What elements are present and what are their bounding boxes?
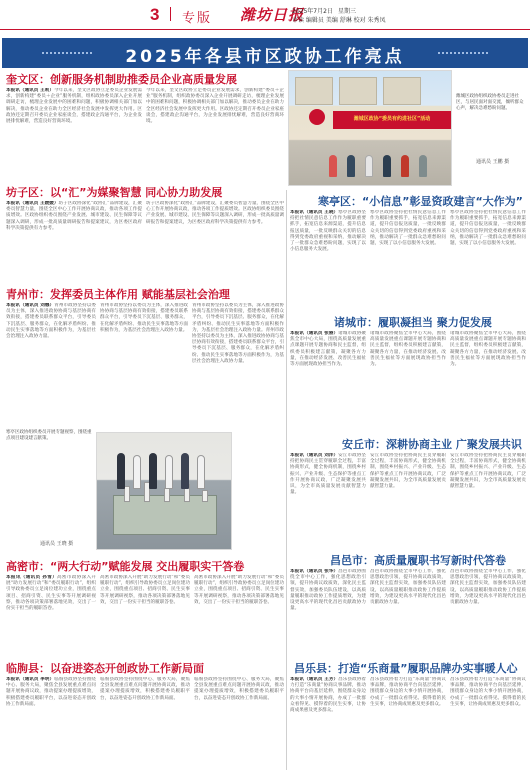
article-lead: 本报讯（通讯员 王媛媛） [6, 201, 59, 206]
article-text: 寒亭区政协坚持把社情民意信息工作作为履职重要抓手，拓宽信息来源渠道，提升信息报送质量，一批反映群众关切的信息得到党委政府重视和采纳，推动解决了一批群众急难愁盼问题，实现了以小信息服务大发展。 [290, 210, 366, 253]
article-text: 今年以来，奎文区政协立足委员企业发展需求，创新构建“委员＋企业”服务机制，组织政协委员深入企业开展调研走访，梳理企业发展中的困难和问题，积极协调相关部门加以解决，推动委员企业在助力全区经济社会发展中发挥更大作用。区政协还定期召开委员企业家座谈会，搭建政企沟通平台，为企业发展排忧解难，营造良好营商环境。 [6, 88, 142, 125]
model-building [202, 490, 208, 502]
article-body-kuiwen-2 [146, 88, 284, 178]
article-text: 坊子区政协深化“政协汇”品牌建设，汇聚委员智慧力量，围绕全区中心工作开展协商议政，推动各项工作提质增效。区政协组织委员围绕产业发展、城市建设、民生保障等议题深入调研，形成一批高质量调研报告和提案建议，为区委区政府科学决策提供有力参考。 [6, 201, 142, 231]
article-body-gaomi-2 [100, 575, 190, 655]
person-figure [149, 453, 157, 489]
article-body-zhucheng-3 [450, 331, 526, 429]
article-body-kuiwen-1 [6, 88, 142, 178]
article-text: 昌邑市政协围绕全市中心工作，强化思想政治引领，提升协商议政质效，深化民主监督实效，加强委员队伍建设，以高质量履职推动政协工作提质增效，为建设更高水平的现代化昌邑贡献政协力量。 [290, 569, 366, 612]
headline-zhucheng: 诸城市：履职凝担当 聚力促发展 [334, 316, 492, 329]
person-figure [329, 155, 337, 177]
article-lead: 本报讯（通讯员 张华） [290, 569, 339, 574]
article-text: 青州市政协坚持以委员为主体，深入推进政协协商与基层协商有效衔接，搭建委员联系群众平台，引导委员下沉基层、服务群众，在化解矛盾纠纷、推动民生实事落地等方面积极作为，为基层社会治理注入政协力量。 [100, 303, 188, 333]
person-figure [117, 453, 125, 489]
article-lead: 本报讯（通讯员 王芳） [290, 677, 339, 682]
person-figure [401, 155, 409, 177]
model-building [164, 488, 170, 502]
article-body-changyi-2 [370, 569, 446, 653]
headline-changyi: 昌邑市：高质量履职书写新时代答卷 [330, 554, 506, 567]
article-body-linqu-2 [100, 677, 190, 771]
headline-hanting: 寒亭区：“小信息”彰显资政建言“大作为” [318, 195, 523, 208]
article-text: 寒亭区政协坚持把社情民意信息工作作为履职重要抓手，拓宽信息来源渠道，提升信息报送质量，一批反映群众关切的信息得到党委政府重视和采纳，推动解决了一批群众急难愁盼问题，实现了以小信息服务大发展。 [450, 210, 526, 247]
article-text: 临朐县政协坚持围绕中心、服务大局，聚焦全县发展重点难点问题开展协商议政，推动提案办理提质增效，积极搭建委员履职平台，以奋进姿态开创政协工作新局面。 [6, 677, 96, 707]
article-body-anqiu-1 [290, 453, 366, 545]
article-lead: 本报讯（通讯员 孙雪） [6, 575, 58, 580]
photo-caption-middle: 寒亭区政协组织委员开展专题视察，围绕重点项目建设建言献策。 [6, 430, 92, 442]
event-banner-text: 潍城区政协“委员有约进社区”活动 [353, 116, 431, 122]
article-body-zhucheng-1 [290, 331, 366, 429]
article-body-gaomi-1 [6, 575, 96, 655]
article-body-changle-2 [370, 677, 446, 771]
headline-gaomi: 高密市：“两大行动”赋能发展 交出履职实干答卷 [6, 560, 245, 573]
headline-anqiu: 安丘市：深耕协商主业 广聚发展共识 [342, 438, 522, 451]
page-banner [2, 38, 528, 68]
article-text: 青州市政协坚持以委员为主体，深入推进政协协商与基层协商有效衔接，搭建委员联系群众平台，引导委员下沉基层、服务群众，在化解矛盾纠纷、推动民生实事落地等方面积极作为，为基层社会治理注入政协力量。 [192, 303, 284, 333]
masthead-divider [170, 7, 171, 21]
article-text: 昌乐县政协着力打造“乐商量”协商议事品牌，推动协商平台向基层延伸，围绕群众身边的大事小情开展协商，办成了一批群众看得见、摸得着的民生实事，让协商成果惠及更多群众。 [290, 677, 366, 714]
article-lead: 本报讯（通讯员 王莉） [6, 88, 54, 93]
person-figure [365, 155, 373, 177]
article-text: 安丘市政协坚持把协商民主贯穿履职全过程，丰富协商形式，健全协商机制，围绕乡村振兴、产业升级、生态保护等重点工作开展协商议政，广泛凝聚发展共识，为全市高质量发展贡献智慧力量。 [370, 453, 446, 490]
article-text: 临朐县政协坚持围绕中心、服务大局，聚焦全县发展重点难点问题开展协商议政，推动提案办理提质增效，积极搭建委员履职平台，以奋进姿态开创政协工作新局面。 [100, 677, 190, 701]
banner-dots-right [438, 52, 488, 54]
headline-linqu: 临朐县：以奋进姿态开创政协工作新局面 [6, 662, 204, 675]
photo-building [383, 77, 421, 105]
article-body-changyi-3 [450, 569, 526, 653]
page-number: 3 [150, 5, 160, 24]
issue-weekday: 星期三 [338, 8, 357, 15]
masthead [0, 0, 530, 30]
article-lead: 本报讯（通讯员 刘洋） [290, 453, 339, 458]
headline-changle: 昌乐县：打造“乐商量”履职品牌办实事暖人心 [294, 662, 518, 675]
article-text: 昌邑市政协围绕全市中心工作，强化思想政治引领，提升协商议政质效，深化民主监督实效，加强委员队伍建设，以高质量履职推动政协工作提质增效，为建设更高水平的现代化昌邑贡献政协力量。 [450, 569, 526, 606]
article-text: 昌邑市政协围绕全市中心工作，强化思想政治引领，提升协商议政质效，深化民主监督实效，加强委员队伍建设，以高质量履职推动政协工作提质增效，为建设更高水平的现代化昌邑贡献政协力量。 [370, 569, 446, 606]
article-text: 诸城市政协聚焦全市中心大局，围绕高质量发展重点课题开展专题协商和民主监督，组织委员积极建言献策，凝聚各方力量，在推动经济发展、改善民生福祉等方面展现政协担当作为。 [290, 331, 366, 368]
article-text: 寒亭区政协坚持把社情民意信息工作作为履职重要抓手，拓宽信息来源渠道，提升信息报送质量，一批反映群众关切的信息得到党委政府重视和采纳，推动解决了一批群众急难愁盼问题，实现了以小信息服务大发展。 [370, 210, 446, 247]
article-text: 安丘市政协坚持把协商民主贯穿履职全过程，丰富协商形式，健全协商机制，围绕乡村振兴、产业升级、生态保护等重点工作开展协商议政，广泛凝聚发展共识，为全市高质量发展贡献智慧力量。 [450, 453, 526, 490]
photo-credit-top: 通讯员 王鹏 摄 [476, 159, 510, 165]
column-divider [286, 190, 287, 770]
article-text: 诸城市政协聚焦全市中心大局，围绕高质量发展重点课题开展专题协商和民主监督，组织委员积极建言献策，凝聚各方力量，在推动经济发展、改善民生福祉等方面展现政协担当作为。 [450, 331, 526, 368]
article-text: 昌乐县政协着力打造“乐商量”协商议事品牌，推动协商平台向基层延伸，围绕群众身边的大事小情开展协商，办成了一批群众看得见、摸得着的民生实事，让协商成果惠及更多群众。 [450, 677, 526, 707]
article-body-changle-3 [450, 677, 526, 771]
issue-date: 2025年7月2日 [292, 8, 333, 15]
article-body-fangzi-2 [146, 201, 284, 281]
photo-building [339, 77, 377, 105]
sand-table-model [113, 495, 217, 535]
photo-credit-middle: 通讯员 王晓 摄 [40, 541, 74, 547]
article-text: 临朐县政协坚持围绕中心、服务大局，聚焦全县发展重点难点问题开展协商议政，推动提案办理提质增效，积极搭建委员履职平台，以奋进姿态开创政协工作新局面。 [194, 677, 284, 701]
article-text: 高密市政协深入开展“助力发展行动”和“委员履职行动”，组织引导政协委员立足岗位建功立业，围绕重点项目、招商引资、民生实事等开展调研视察，推动各项决策部署落地见效，交出了一份实干担当的履职答卷。 [194, 575, 284, 605]
article-body-qingzhou-1 [6, 303, 96, 425]
article-body-hanting-3 [450, 210, 526, 310]
article-body-linqu-1 [6, 677, 96, 771]
article-body-fangzi-1 [6, 201, 142, 281]
article-text: 高密市政协深入开展“助力发展行动”和“委员履职行动”，组织引导政协委员立足岗位建功立业，围绕重点项目、招商引资、民生实事等开展调研视察，推动各项决策部署落地见效，交出了一份实干担当的履职答卷。 [100, 575, 190, 605]
photo-community-event [288, 70, 452, 186]
person-figure [419, 155, 427, 177]
article-body-hanting-1 [290, 210, 366, 310]
article-body-anqiu-3 [450, 453, 526, 545]
article-lead: 本报讯（通讯员 李明） [6, 677, 55, 682]
banner-title: 2025年各县市区政协工作亮点 [125, 47, 405, 67]
person-figure [181, 453, 189, 489]
photo-building [295, 77, 333, 105]
newspaper-logo: 潍坊日报 [240, 6, 305, 24]
article-body-gaomi-3 [194, 575, 284, 655]
article-text: 青州市政协坚持以委员为主体，深入推进政协协商与基层协商有效衔接，搭建委员联系群众平台，引导委员下沉基层、服务群众，在化解矛盾纠纷、推动民生实事落地等方面积极作为，为基层社会治理注入政协力量。 [192, 327, 284, 364]
article-body-qingzhou-2 [100, 303, 188, 425]
article-text: 昌乐县政协着力打造“乐商量”协商议事品牌，推动协商平台向基层延伸，围绕群众身边的大事小情开展协商，办成了一批群众看得见、摸得着的民生实事，让协商成果惠及更多群众。 [370, 677, 446, 707]
article-text: 青州市政协坚持以委员为主体，深入推进政协协商与基层协商有效衔接，搭建委员联系群众平台，引导委员下沉基层、服务群众，在化解矛盾纠纷、推动民生实事落地等方面积极作为，为基层社会治理注入政协力量。 [6, 303, 96, 340]
person-figure [383, 155, 391, 177]
article-body-changle-1 [290, 677, 366, 771]
article-text: 今年以来，奎文区政协立足委员企业发展需求，创新构建“委员＋企业”服务机制，组织政协委员深入企业开展调研走访，梳理企业发展中的困难和问题，积极协调相关部门加以解决，推动委员企业在助力全区经济社会发展中发挥更大作用。区政协还定期召开委员企业家座谈会，搭建政企沟通平台，为企业发展排忧解难，营造良好营商环境。 [146, 88, 284, 125]
article-body-zhucheng-2 [370, 331, 446, 429]
article-body-changyi-1 [290, 569, 366, 653]
article-lead: 本报讯（通讯员 王晓） [290, 210, 339, 215]
headline-fangzi: 坊子区：以“汇”为媒聚智慧 同心协力助发展 [6, 186, 223, 199]
section-name: 专版 [182, 11, 213, 26]
photo-caption-top: 潍城区政协组织政协委员走进社区，与居民面对面交流，倾听群众心声，解决急难愁盼问题。 [456, 94, 524, 111]
person-figure [197, 455, 205, 489]
person-figure [133, 455, 141, 489]
article-text: 诸城市政协聚焦全市中心大局，围绕高质量发展重点课题开展专题协商和民主监督，组织委员积极建言献策，凝聚各方力量，在推动经济发展、改善民生福祉等方面展现政协担当作为。 [370, 331, 446, 368]
party-emblem-icon [309, 109, 325, 125]
article-text: 安丘市政协坚持把协商民主贯穿履职全过程，丰富协商形式，健全协商机制，围绕乡村振兴、产业升级、生态保护等重点工作开展协商议政，广泛凝聚发展共识，为全市高质量发展贡献智慧力量。 [290, 453, 366, 496]
article-body-hanting-2 [370, 210, 446, 310]
editors-line: 审读 编辑员 美编 舒琳 校对 朱秀凤 [292, 17, 386, 24]
article-body-linqu-3 [194, 677, 284, 771]
photo-model-inspection [96, 432, 232, 550]
article-text: 高密市政协深入开展“助力发展行动”和“委员履职行动”，组织引导政协委员立足岗位建功立业，围绕重点项目、招商引资、民生实事等开展调研视察，推动各项决策部署落地见效，交出了一份实干担当的履职答卷。 [6, 575, 96, 612]
headline-kuiwen: 奎文区：创新服务机制助推委员企业高质量发展 [6, 73, 237, 86]
article-text: 坊子区政协深化“政协汇”品牌建设，汇聚委员智慧力量，围绕全区中心工作开展协商议政，推动各项工作提质增效。区政协组织委员围绕产业发展、城市建设、民生保障等议题深入调研，形成一批高质量调研报告和提案建议，为区委区政府科学决策提供有力参考。 [146, 201, 284, 225]
article-lead: 本报讯（通讯员 张丽） [290, 331, 339, 336]
headline-qingzhou: 青州市：发挥委员主体作用 赋能基层社会治理 [6, 288, 230, 301]
article-lead: 本报讯（通讯员 刘娜） [6, 303, 55, 308]
person-figure [347, 155, 355, 177]
article-body-anqiu-2 [370, 453, 446, 545]
person-figure [165, 455, 173, 489]
